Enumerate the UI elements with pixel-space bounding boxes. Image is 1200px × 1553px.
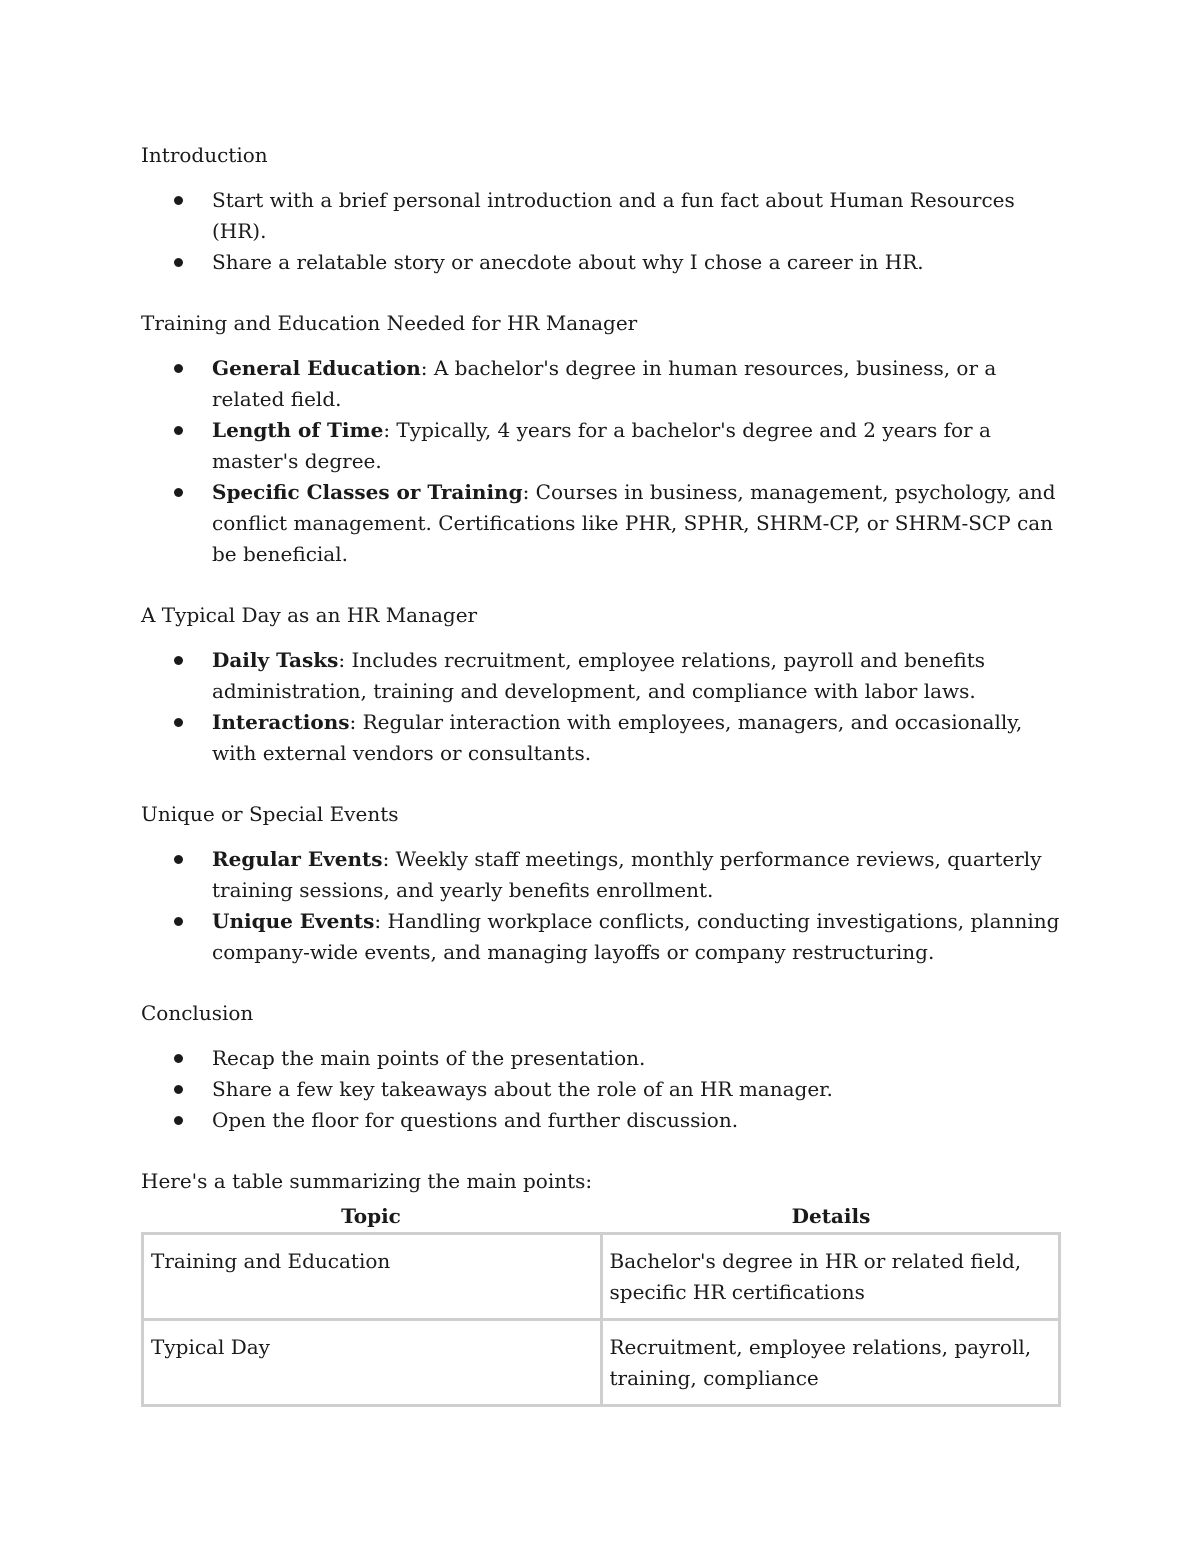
- list-item: [212, 906, 1061, 968]
- bullet-icon: [174, 364, 183, 373]
- item-text: : Regular interaction with employees, managers, and occasionally, with external vendors or consultants.: [212, 710, 1023, 765]
- item-text: : A bachelor's degree in human resources, business, or a related field.: [212, 356, 997, 411]
- table-cell: Bachelor's degree in HR or related field, specific HR certifications: [601, 1234, 1060, 1320]
- item-term: Length of Time: [212, 418, 384, 442]
- list-item: [212, 844, 1061, 906]
- table-cell: Training and Education: [143, 1234, 602, 1320]
- item-term: General Education: [212, 356, 421, 380]
- bullet-list: [141, 844, 1061, 968]
- item-text: Share a relatable story or anecdote about why I chose a career in HR.: [212, 250, 924, 274]
- list-item: [212, 185, 1061, 247]
- bullet-list: [141, 185, 1061, 278]
- list-item: [212, 1105, 1061, 1136]
- list-item: [212, 353, 1061, 415]
- summary-table: [141, 1232, 1061, 1407]
- bullet-icon: [174, 718, 183, 727]
- item-text: : Includes recruitment, employee relations, payroll and benefits administration, training and development, and compliance with labor laws.: [212, 648, 986, 703]
- bullet-icon: [174, 656, 183, 665]
- bullet-icon: [174, 1054, 183, 1063]
- bullet-icon: [174, 488, 183, 497]
- bullet-icon: [174, 1085, 183, 1094]
- item-text: Recap the main points of the presentation.: [212, 1046, 646, 1070]
- table-row: [143, 1234, 1060, 1320]
- bullet-icon: [174, 258, 183, 267]
- list-item: [212, 477, 1061, 570]
- item-text: Open the floor for questions and further discussion.: [212, 1108, 739, 1132]
- item-text: : Weekly staff meetings, monthly performance reviews, quarterly training sessions, and yearly benefits enrollment.: [212, 847, 1042, 902]
- item-term: Daily Tasks: [212, 648, 339, 672]
- item-text: : Typically, 4 years for a bachelor's degree and 2 years for a master's degree.: [212, 418, 991, 473]
- item-text: : Handling workplace conflicts, conducting investigations, planning company-wide events, and managing layoffs or company restructuring.: [212, 909, 1060, 964]
- item-term: Unique Events: [212, 909, 375, 933]
- table-header-row: [141, 1199, 1061, 1232]
- section-introduction: [141, 140, 1061, 278]
- bullet-list: [141, 1043, 1061, 1136]
- item-term: Interactions: [212, 710, 350, 734]
- list-item: [212, 247, 1061, 278]
- section-heading: Conclusion: [141, 1001, 254, 1025]
- item-text: : Courses in business, management, psychology, and conflict management. Certifications like PHR, SPHR, SHRM-CP, or SHRM-SCP can be beneficial.: [212, 480, 1056, 566]
- section-heading: Unique or Special Events: [141, 802, 399, 826]
- table-row: [143, 1320, 1060, 1406]
- list-item: [212, 415, 1061, 477]
- list-item: [212, 1074, 1061, 1105]
- section-heading: Training and Education Needed for HR Manager: [141, 311, 638, 335]
- document-page: [141, 140, 1061, 1407]
- bullet-icon: [174, 196, 183, 205]
- item-term: Specific Classes or Training: [212, 480, 523, 504]
- bullet-icon: [174, 1116, 183, 1125]
- list-item: [212, 645, 1061, 707]
- item-text: Start with a brief personal introduction and a fun fact about Human Resources (HR).: [212, 188, 1015, 243]
- item-text: Share a few key takeaways about the role of an HR manager.: [212, 1077, 833, 1101]
- section-special-events: [141, 799, 1061, 968]
- section-conclusion: [141, 998, 1061, 1136]
- list-item: [212, 1043, 1061, 1074]
- table-intro: Here's a table summarizing the main points:: [141, 1169, 593, 1193]
- table-cell: Recruitment, employee relations, payroll, training, compliance: [601, 1320, 1060, 1406]
- item-term: Regular Events: [212, 847, 383, 871]
- bullet-list: [141, 353, 1061, 570]
- bullet-icon: [174, 426, 183, 435]
- bullet-icon: [174, 917, 183, 926]
- table-header-details: Details: [791, 1204, 871, 1228]
- table-cell: Typical Day: [143, 1320, 602, 1406]
- section-training-education: [141, 308, 1061, 570]
- bullet-list: [141, 645, 1061, 769]
- section-typical-day: [141, 600, 1061, 769]
- bullet-icon: [174, 855, 183, 864]
- table-header-topic: Topic: [341, 1204, 401, 1228]
- list-item: [212, 707, 1061, 769]
- section-heading: Introduction: [141, 143, 268, 167]
- section-heading: A Typical Day as an HR Manager: [141, 603, 478, 627]
